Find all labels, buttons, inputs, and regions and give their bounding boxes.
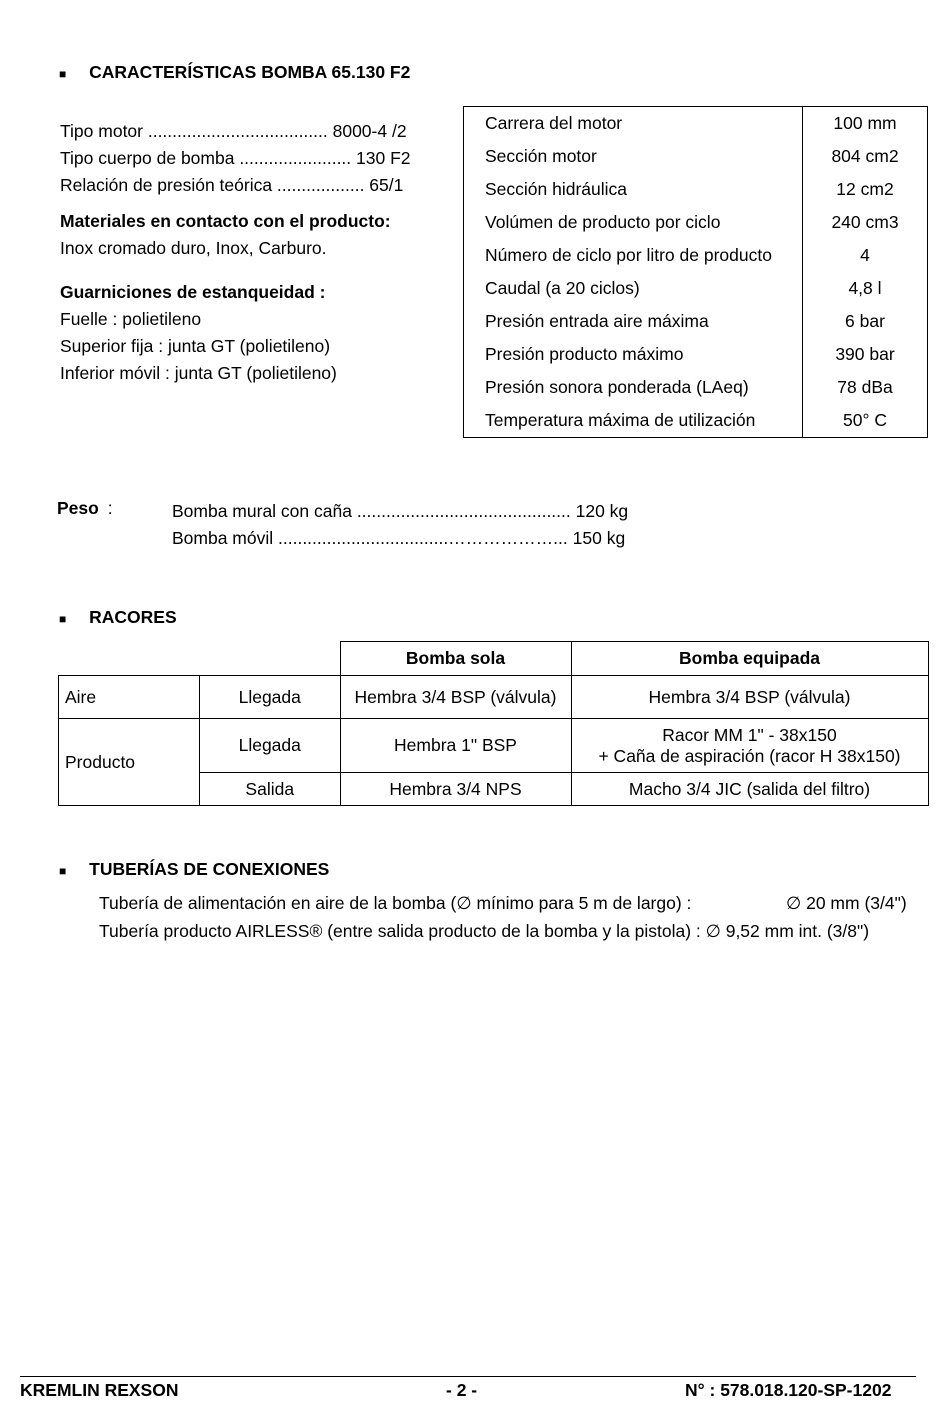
spec-table [463,106,928,438]
table-row [464,140,928,173]
cell-dir: Salida [200,773,341,806]
spec-label: Caudal (a 20 ciclos) [464,272,803,305]
table-row [464,338,928,371]
cell-dir: Llegada [200,676,341,719]
table-row [464,107,928,141]
tuberia-value-1: ∅ 20 mm (3/4") [786,893,907,913]
spec-value: 100 mm [803,107,928,141]
cell-dir: Llegada [200,719,341,773]
spec-value: 4,8 l [803,272,928,305]
peso-colon: : [107,498,113,518]
spec-label: Presión producto máximo [464,338,803,371]
bullet-icon: ■ [59,67,67,81]
cell-equipada: Macho 3/4 JIC (salida del filtro) [571,773,928,806]
spec-label: Temperatura máxima de utilización [464,404,803,438]
cell-sola: Hembra 3/4 BSP (válvula) [340,676,571,719]
spec-label: Sección hidráulica [464,173,803,206]
row-producto: Producto [59,719,200,806]
table-row [464,371,928,404]
spec-value: 240 cm3 [803,206,928,239]
table-row [464,404,928,438]
header-bomba-equipada: Bomba equipada [571,642,928,676]
table-row [464,272,928,305]
footer-doc-number: N° : 578.018.120-SP-1202 [685,1380,892,1400]
spec-label: Carrera del motor [464,107,803,141]
table-row [464,173,928,206]
table-row [464,305,928,338]
cell-line: Racor MM 1" - 38x150 [662,724,837,745]
peso-line: Bomba móvil ...................................………………... 150 kg [172,528,626,548]
peso-lines [172,498,628,552]
peso-block [57,498,113,519]
section-title: CARACTERÍSTICAS BOMBA 65.130 F2 [89,62,411,82]
cell-sola: Hembra 3/4 NPS [340,773,571,806]
materiales-text: Inox cromado duro, Inox, Carburo. [60,238,327,258]
spec-value: 12 cm2 [803,173,928,206]
cell-equipada: Hembra 3/4 BSP (válvula) [571,676,928,719]
spec-label: Sección motor [464,140,803,173]
materiales-title: Materiales en contacto con el producto: [60,211,391,231]
spec-line: Tipo cuerpo de bomba ....................... 130 F2 [60,148,411,168]
tuberia-line-1: Tubería de alimentación en aire de la bomba (∅ mínimo para 5 m de largo) : [99,893,692,913]
spec-value: 78 dBa [803,371,928,404]
section-racores [59,607,177,628]
cell-equipada [571,719,928,773]
table-row [464,239,928,272]
section-tuberias [59,859,329,880]
row-aire: Aire [59,676,200,719]
peso-label: Peso [57,498,99,518]
guarniciones-line: Superior fija : junta GT (polietileno) [60,336,331,356]
footer-page: - 2 - [446,1380,478,1400]
section-caracteristicas [59,62,410,83]
spec-value: 6 bar [803,305,928,338]
spec-label: Volúmen de producto por ciclo [464,206,803,239]
spec-line: Tipo motor ..................................... 8000-4 /2 [60,121,407,141]
table-row [59,642,929,676]
table-row [59,676,929,719]
header-bomba-sola: Bomba sola [340,642,571,676]
peso-line: Bomba mural con caña ............................................ 120 kg [172,501,629,521]
guarniciones-line: Inferior móvil : junta GT (polietileno) [60,363,337,383]
cell-line: + Caña de aspiración (racor H 38x150) [598,745,901,766]
tuberia-line-2: Tubería producto AIRLESS® (entre salida producto de la bomba y la pistola) : ∅ 9,52 mm int. (3/8") [99,921,870,941]
table-row [59,719,929,773]
guarniciones-title: Guarniciones de estanqueidad : [60,282,326,302]
spec-value: 390 bar [803,338,928,371]
bullet-icon: ■ [59,864,67,878]
section-title: RACORES [89,607,177,627]
spec-value: 50° C [803,404,928,438]
specs-left [60,118,411,387]
section-title: TUBERÍAS DE CONEXIONES [89,859,330,879]
spec-label: Número de ciclo por litro de producto [464,239,803,272]
footer-rule [20,1376,916,1377]
bullet-icon: ■ [59,612,67,626]
cell-sola: Hembra 1" BSP [340,719,571,773]
spec-line: Relación de presión teórica .................. 65/1 [60,175,404,195]
guarniciones-line: Fuelle : polietileno [60,309,202,329]
spec-label: Presión entrada aire máxima [464,305,803,338]
table-row [464,206,928,239]
spec-value: 4 [803,239,928,272]
racores-table [58,641,929,806]
footer-company: KREMLIN REXSON [20,1380,179,1400]
spec-label: Presión sonora ponderada (LAeq) [464,371,803,404]
spec-value: 804 cm2 [803,140,928,173]
